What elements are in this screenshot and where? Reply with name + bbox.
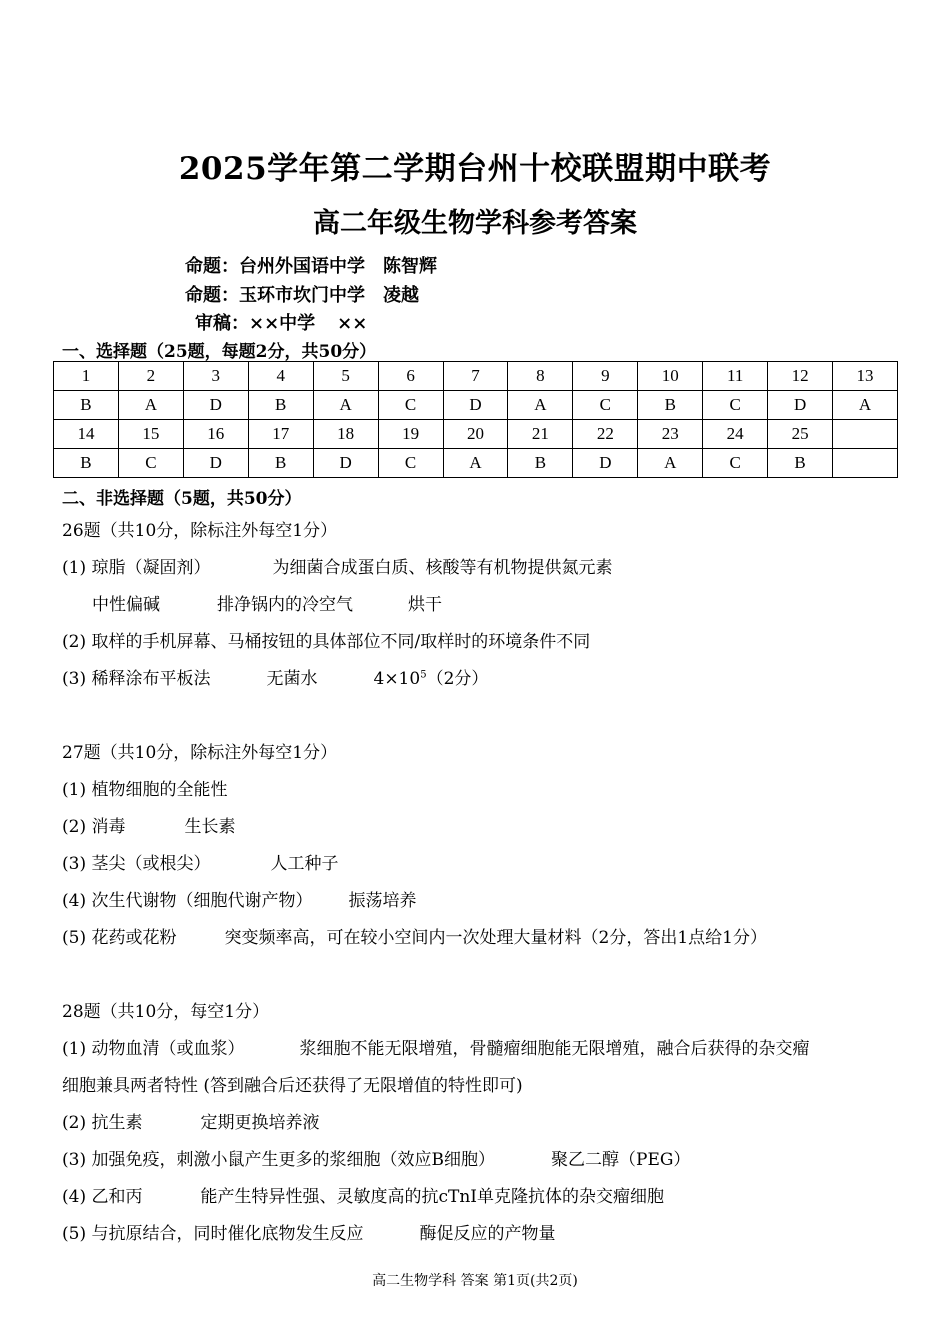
answer-cell: C bbox=[378, 449, 443, 478]
page-footer: 高二生物学科 答案 第1页(共2页) bbox=[372, 1273, 578, 1289]
answer-cell: A bbox=[443, 449, 508, 478]
question-number-cell: 14 bbox=[54, 420, 119, 449]
question-number-cell: 17 bbox=[248, 420, 313, 449]
answer-text: 能产生特异性强、灵敏度高的抗cTnI单克隆抗体的杂交瘤细胞 bbox=[200, 1187, 665, 1207]
q27-line-2 bbox=[62, 812, 236, 837]
q26-line-3 bbox=[62, 627, 590, 652]
q27-line-5 bbox=[62, 923, 767, 948]
question-number-row bbox=[54, 362, 898, 391]
question-number-cell: 20 bbox=[443, 420, 508, 449]
question-number-cell: 16 bbox=[183, 420, 248, 449]
answer-text: 为细菌合成蛋白质、核酸等有机物提供氮元素 bbox=[272, 558, 613, 578]
author-name: 陈智辉 bbox=[383, 256, 437, 277]
answer-cell: B bbox=[508, 449, 573, 478]
item-number: (1) bbox=[62, 780, 87, 800]
author-line-1 bbox=[185, 252, 437, 278]
answer-cell: B bbox=[54, 449, 119, 478]
q28-title: 28题（共10分，每空1分） bbox=[62, 1002, 270, 1022]
question-number-cell: 19 bbox=[378, 420, 443, 449]
answer-text: 消毒 bbox=[91, 817, 126, 837]
answer-text: 茎尖（或根尖） bbox=[91, 854, 211, 874]
answer-text: 无菌水 bbox=[266, 669, 318, 689]
question-number-cell: 22 bbox=[573, 420, 638, 449]
question-number-cell: 6 bbox=[378, 362, 443, 391]
answer-text: 酶促反应的产物量 bbox=[419, 1224, 556, 1244]
q28-line-4 bbox=[62, 1182, 664, 1207]
answer-cell: B bbox=[248, 391, 313, 420]
question-number-cell: 10 bbox=[638, 362, 703, 391]
answer-text: 稀释涂布平板法 bbox=[91, 669, 211, 689]
author-role: 命题： bbox=[185, 285, 239, 306]
answer-text: 植物细胞的全能性 bbox=[91, 780, 228, 800]
question-number-cell: 11 bbox=[703, 362, 768, 391]
value-exponent: 5 bbox=[420, 669, 427, 681]
question-number-cell: 15 bbox=[118, 420, 183, 449]
answer-text: 定期更换培养液 bbox=[200, 1113, 320, 1133]
answer-text: 突变频率高，可在较小空间内一次处理大量材料（2分，答出1点给1分） bbox=[224, 928, 767, 948]
answer-text: 次生代谢物（细胞代谢产物） bbox=[91, 891, 313, 911]
question-number-cell: 13 bbox=[833, 362, 898, 391]
answer-text: 中性偏碱 bbox=[92, 595, 160, 615]
answer-value bbox=[374, 669, 427, 689]
question-number-cell bbox=[833, 420, 898, 449]
answer-cell: A bbox=[118, 391, 183, 420]
answer-text: 生长素 bbox=[184, 817, 236, 837]
answer-text: 人工种子 bbox=[270, 854, 339, 874]
answer-text: 琼脂（凝固剂） bbox=[91, 558, 211, 578]
q28-line-5 bbox=[62, 1219, 556, 1244]
answer-text: 加强免疫，刺激小鼠产生更多的浆细胞（效应B细胞） bbox=[91, 1150, 495, 1170]
answer-cell: B bbox=[638, 391, 703, 420]
answer-text: 抗生素 bbox=[91, 1113, 143, 1133]
answer-text: 与抗原结合，同时催化底物发生反应 bbox=[91, 1224, 364, 1244]
question-number-cell: 3 bbox=[183, 362, 248, 391]
question-number-cell: 23 bbox=[638, 420, 703, 449]
item-number: (4) bbox=[62, 891, 87, 911]
answer-text: 乙和丙 bbox=[91, 1187, 143, 1207]
question-number-cell: 18 bbox=[313, 420, 378, 449]
answer-cell: C bbox=[703, 391, 768, 420]
item-number: (1) bbox=[62, 558, 87, 578]
q27-title: 27题（共10分，除标注外每空1分） bbox=[62, 743, 338, 763]
answer-table bbox=[53, 361, 898, 478]
question-number-cell: 25 bbox=[768, 420, 833, 449]
answer-text: 聚乙二醇（PEG） bbox=[551, 1150, 691, 1170]
answer-cell: B bbox=[248, 449, 313, 478]
author-role: 审稿： bbox=[195, 313, 249, 334]
answer-cell: C bbox=[118, 449, 183, 478]
section-2-heading: 二、非选择题（5题，共50分） bbox=[62, 489, 302, 509]
question-number-row bbox=[54, 420, 898, 449]
reviewer-line bbox=[195, 309, 367, 335]
answer-row bbox=[54, 449, 898, 478]
answer-cell: D bbox=[183, 449, 248, 478]
answer-text: 花药或花粉 bbox=[91, 928, 177, 948]
answer-cell: D bbox=[183, 391, 248, 420]
answer-cell: A bbox=[638, 449, 703, 478]
question-number-cell: 21 bbox=[508, 420, 573, 449]
question-number-cell: 12 bbox=[768, 362, 833, 391]
question-number-cell: 5 bbox=[313, 362, 378, 391]
item-number: (3) bbox=[62, 1150, 87, 1170]
answer-cell bbox=[833, 449, 898, 478]
answer-text: 振荡培养 bbox=[348, 891, 417, 911]
page-subtitle: 高二年级生物学科参考答案 bbox=[313, 208, 637, 239]
answer-cell: C bbox=[703, 449, 768, 478]
answer-cell: D bbox=[313, 449, 378, 478]
q26-line-1 bbox=[62, 553, 613, 578]
answer-text: 烘干 bbox=[408, 595, 442, 615]
author-school: ××中学 bbox=[249, 313, 316, 334]
answer-text: 取样的手机屏幕、马桶按钮的具体部位不同/取样时的环境条件不同 bbox=[91, 632, 591, 652]
item-number: (4) bbox=[62, 1187, 87, 1207]
item-number: (2) bbox=[62, 632, 87, 652]
section-1-heading: 一、选择题（25题，每题2分，共50分） bbox=[62, 342, 377, 362]
item-number: (3) bbox=[62, 669, 87, 689]
author-name: ×× bbox=[337, 313, 368, 334]
q28-line-1-continued: 细胞兼具两者特性 (答到融合后还获得了无限增值的特性即可) bbox=[62, 1076, 523, 1096]
author-school: 台州外国语中学 bbox=[239, 256, 365, 277]
q27-line-3 bbox=[62, 849, 339, 874]
page-title: 2025学年第二学期台州十校联盟期中联考 bbox=[178, 151, 772, 187]
item-number: (1) bbox=[62, 1039, 87, 1059]
question-number-cell: 8 bbox=[508, 362, 573, 391]
item-number: (5) bbox=[62, 1224, 87, 1244]
item-number: (2) bbox=[62, 817, 87, 837]
answer-cell: B bbox=[768, 449, 833, 478]
item-number: (5) bbox=[62, 928, 87, 948]
author-line-2 bbox=[185, 281, 419, 307]
answer-text: 动物血清（或血浆） bbox=[91, 1039, 245, 1059]
answer-cell: A bbox=[833, 391, 898, 420]
question-number-cell: 9 bbox=[573, 362, 638, 391]
q28-line-3 bbox=[62, 1145, 690, 1170]
answer-cell: D bbox=[443, 391, 508, 420]
score-note: （2分） bbox=[426, 669, 489, 689]
question-number-cell: 24 bbox=[703, 420, 768, 449]
author-role: 命题： bbox=[185, 256, 239, 277]
answer-row bbox=[54, 391, 898, 420]
answer-text: 浆细胞不能无限增殖，骨髓瘤细胞能无限增殖，融合后获得的杂交瘤 bbox=[299, 1039, 810, 1059]
question-number-cell: 4 bbox=[248, 362, 313, 391]
item-number: (3) bbox=[62, 854, 87, 874]
value-base: 4×10 bbox=[373, 669, 421, 689]
q28-line-1 bbox=[62, 1034, 810, 1059]
question-number-cell: 1 bbox=[54, 362, 119, 391]
answer-cell: D bbox=[768, 391, 833, 420]
answer-cell: B bbox=[54, 391, 119, 420]
q28-line-2 bbox=[62, 1108, 320, 1133]
author-name: 凌越 bbox=[383, 285, 419, 306]
answer-cell: A bbox=[313, 391, 378, 420]
q27-line-4 bbox=[62, 886, 417, 911]
q26-title: 26题（共10分，除标注外每空1分） bbox=[62, 521, 338, 541]
author-school: 玉环市坎门中学 bbox=[239, 285, 365, 306]
q26-line-2 bbox=[92, 590, 442, 615]
q26-line-4 bbox=[62, 664, 488, 689]
item-number: (2) bbox=[62, 1113, 87, 1133]
answer-cell: C bbox=[573, 391, 638, 420]
answer-cell: C bbox=[378, 391, 443, 420]
answer-cell: A bbox=[508, 391, 573, 420]
answer-cell: D bbox=[573, 449, 638, 478]
question-number-cell: 2 bbox=[118, 362, 183, 391]
q27-line-1 bbox=[62, 775, 228, 800]
question-number-cell: 7 bbox=[443, 362, 508, 391]
answer-text: 排净锅内的冷空气 bbox=[217, 595, 353, 615]
